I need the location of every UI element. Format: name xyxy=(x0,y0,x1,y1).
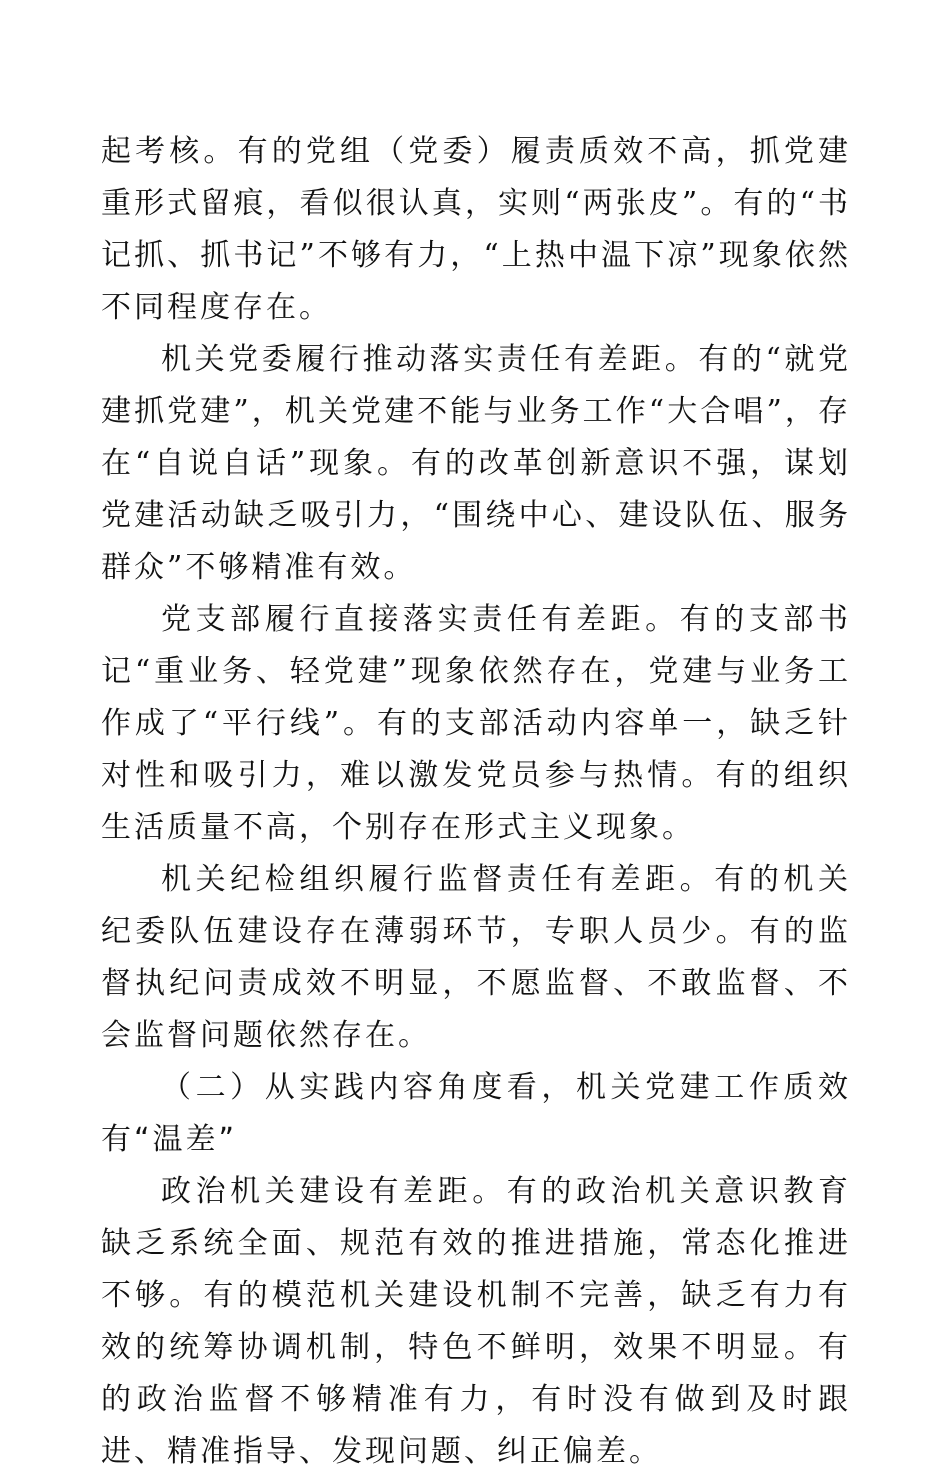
document-body xyxy=(101,126,851,1478)
paragraph-political-organ: 政治机关建设有差距。有的政治机关意识教育缺乏系统全面、规范有效的推进措施，常态化推进不够。有的模范机关建设机制不完善，缺乏有力有效的统筹协调机制，特色不鲜明，效果不明显。有的政治监督不够精准有力，有时没有做到及时跟进、精准指导、发现问题、纠正偏差。 xyxy=(101,1174,851,1469)
paragraph-party-committee: 机关党委履行推动落实责任有差距。有的“就党建抓党建”，机关党建不能与业务工作“大合唱”，存在“自说自话”现象。有的改革创新意识不强，谋划党建活动缺乏吸引力，“围绕中心、建设队伍、服务群众”不够精准有效。 xyxy=(101,342,851,585)
paragraph-continuation: 起考核。有的党组（党委）履责质效不高，抓党建重形式留痕，看似很认真，实则“两张皮”。有的“书记抓、抓书记”不够有力，“上热中温下凉”现象依然不同程度存在。 xyxy=(101,134,851,325)
paragraph-party-branch: 党支部履行直接落实责任有差距。有的支部书记“重业务、轻党建”现象依然存在，党建与业务工作成了“平行线”。有的支部活动内容单一，缺乏针对性和吸引力，难以激发党员参与热情。有的组织生活质量不高，个别存在形式主义现象。 xyxy=(101,602,851,845)
section-subheading: （二）从实践内容角度看，机关党建工作质效有“温差” xyxy=(101,1070,851,1157)
paragraph-discipline-inspection: 机关纪检组织履行监督责任有差距。有的机关纪委队伍建设存在薄弱环节，专职人员少。有的监督执纪问责成效不明显，不愿监督、不敢监督、不会监督问题依然存在。 xyxy=(101,862,851,1053)
